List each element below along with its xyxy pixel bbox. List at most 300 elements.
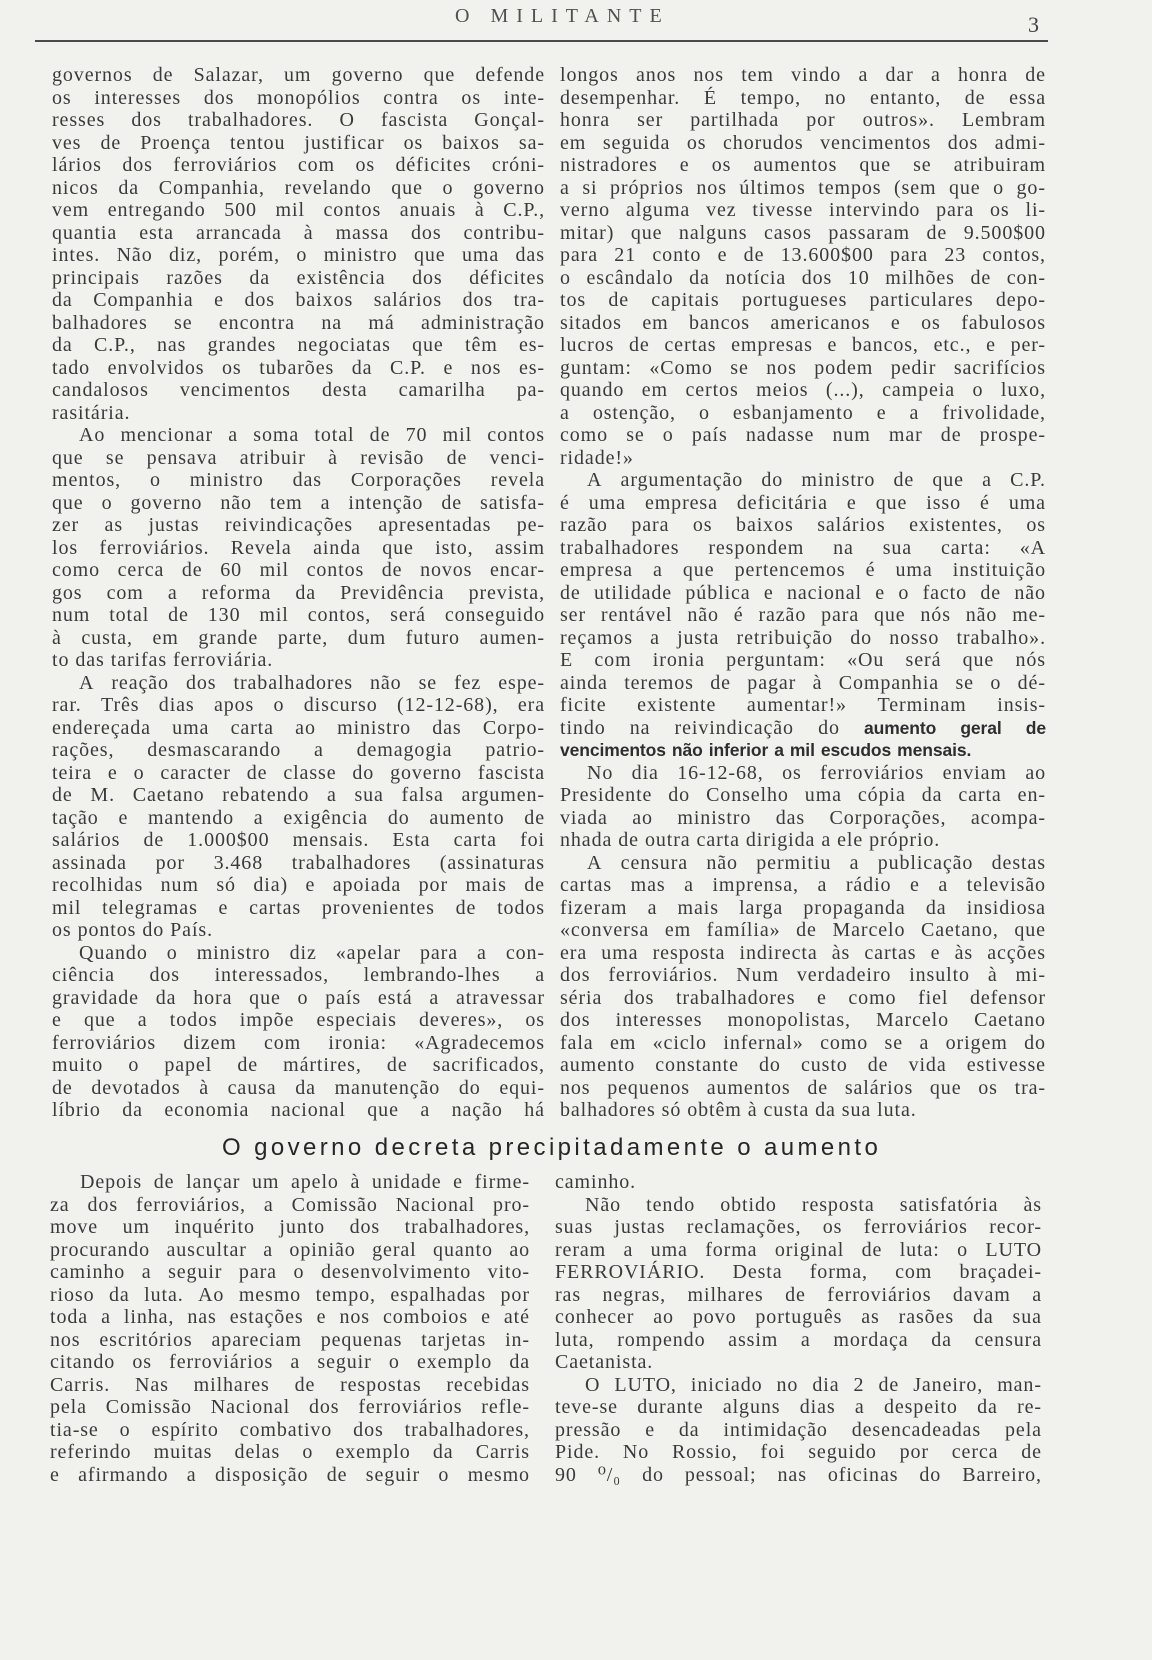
word: obtido — [720, 1193, 777, 1216]
word: 23 — [944, 244, 967, 266]
word: justas — [614, 1216, 666, 1238]
word: Barreiro, — [962, 1463, 1042, 1486]
text-line — [560, 964, 1046, 987]
word: as — [104, 514, 124, 536]
word: nacional — [786, 581, 862, 604]
word: com — [895, 1261, 933, 1283]
word: ministro — [323, 244, 398, 266]
text-line — [52, 987, 545, 1010]
text-line — [560, 694, 1046, 717]
word: do — [668, 784, 691, 806]
word: de — [181, 559, 203, 581]
word: ministro — [189, 469, 264, 491]
masthead-title: O MILITANTE — [455, 5, 670, 27]
word: balhadores — [52, 311, 148, 334]
word: dos — [203, 86, 235, 109]
word: dé- — [1017, 671, 1046, 694]
word: escritórios — [99, 1328, 193, 1351]
word: firme- — [474, 1171, 530, 1193]
word: casos — [763, 221, 812, 244]
word: pa- — [516, 379, 545, 401]
word: ferroviários — [52, 1031, 157, 1054]
word: num — [832, 424, 871, 446]
word: de — [807, 1076, 829, 1099]
word: carta — [230, 716, 274, 739]
word: fez — [454, 671, 482, 694]
word: os — [222, 356, 242, 379]
text-line — [52, 199, 545, 222]
word: pequenos — [607, 1076, 690, 1099]
word: origem — [945, 1031, 1008, 1054]
text-line — [52, 312, 545, 335]
word: ferroviários — [173, 154, 278, 176]
word: patrio- — [485, 739, 545, 761]
word: da — [921, 784, 943, 806]
word: de — [326, 1463, 348, 1486]
word: ao — [295, 716, 316, 739]
word: Terminam — [877, 694, 967, 716]
word: outros». — [862, 109, 935, 131]
word: existência — [296, 266, 386, 289]
word: a — [930, 64, 941, 86]
word: bancos, — [852, 334, 919, 356]
paragraph — [560, 852, 1046, 1122]
word: caracter — [160, 761, 231, 784]
text-line — [560, 87, 1046, 110]
text-line — [560, 942, 1046, 965]
text-line — [555, 1464, 1042, 1487]
word: salários — [844, 1076, 914, 1099]
word: negociatas — [297, 334, 391, 356]
word: vencimentos — [820, 131, 932, 154]
column-upper-left — [52, 64, 545, 1122]
word: e — [107, 761, 118, 784]
word: não — [965, 604, 998, 626]
word: Caetano — [132, 784, 205, 806]
word: seguida — [602, 131, 671, 154]
text-line — [52, 1077, 545, 1100]
word: mantendo — [147, 806, 235, 829]
word: C.P., — [93, 334, 136, 356]
text-line — [52, 222, 545, 245]
word: vito- — [487, 1261, 530, 1283]
word: de — [524, 874, 545, 896]
word: li- — [1025, 199, 1046, 221]
word: a — [1032, 1283, 1042, 1306]
word: argumen- — [461, 784, 545, 806]
word: pertencemos — [734, 559, 846, 581]
word: ainda — [560, 671, 608, 694]
word: ferroviários. — [608, 964, 719, 986]
word: a — [909, 401, 920, 424]
word: constante — [655, 1054, 739, 1076]
word: por — [155, 851, 185, 874]
word: grande — [198, 626, 259, 649]
word: ferroviários. — [99, 536, 210, 559]
word: recolhidas — [52, 874, 144, 896]
word: dos — [244, 289, 275, 311]
word: dos — [353, 1418, 384, 1441]
word: utilidade — [594, 581, 673, 604]
word: tra- — [513, 289, 545, 311]
word: por — [500, 1283, 530, 1306]
word: porém, — [218, 244, 280, 266]
text-line — [560, 514, 1046, 537]
word: gravidade — [52, 986, 139, 1009]
word: nos — [50, 1328, 81, 1351]
word: 3.468 — [213, 851, 264, 874]
word: dos — [87, 1193, 118, 1216]
word: para — [821, 604, 860, 626]
word: o — [128, 1054, 140, 1076]
word: mil — [442, 424, 473, 446]
word: refle- — [481, 1396, 530, 1418]
word: especiais — [316, 1009, 397, 1031]
word: notícia — [725, 266, 787, 289]
word: do — [818, 716, 840, 739]
word: a — [186, 1463, 197, 1486]
word: luta. — [877, 1099, 917, 1121]
text-line — [560, 1009, 1046, 1032]
word: 1.000$00 — [187, 829, 270, 851]
word: apos — [213, 694, 255, 716]
word: apoiada — [332, 874, 402, 896]
word: à — [812, 671, 823, 694]
word: rioso — [50, 1283, 95, 1306]
word: de — [294, 1373, 316, 1396]
word: auscultar — [166, 1238, 247, 1261]
word: é — [733, 604, 744, 626]
paragraph — [560, 469, 1046, 762]
word: Pide. — [555, 1441, 601, 1463]
word: rádio — [845, 874, 892, 896]
word: viada — [560, 806, 608, 829]
word: e — [930, 941, 941, 964]
word: que — [423, 64, 456, 86]
word: conto — [652, 244, 702, 266]
text-line — [52, 244, 545, 267]
word: O — [339, 109, 355, 131]
word: respondem — [708, 536, 805, 559]
word: longos — [560, 64, 619, 86]
word: mesmo — [238, 1283, 302, 1306]
word: apresentadas — [378, 514, 492, 536]
word: comboios — [383, 1306, 469, 1328]
word: meios — [756, 379, 809, 401]
word: ras — [555, 1283, 582, 1306]
word: cartas — [560, 874, 613, 896]
paragraph — [52, 64, 545, 424]
word: negras, — [602, 1283, 667, 1306]
text-line — [52, 514, 545, 537]
word: A — [587, 851, 603, 874]
text-line — [50, 1374, 530, 1397]
word: tado — [52, 356, 91, 379]
word: ciência — [52, 964, 115, 986]
word: hora — [193, 986, 233, 1009]
word: ironia — [652, 649, 705, 671]
word: provenientes — [321, 896, 435, 919]
word: Não — [585, 1193, 622, 1216]
word: razão — [758, 604, 807, 626]
word: a — [141, 1261, 152, 1283]
word: em — [152, 626, 179, 649]
text-line — [52, 1009, 545, 1032]
word: endereçada — [52, 716, 151, 739]
word: passaram — [828, 221, 910, 244]
word: últimos — [739, 176, 806, 199]
word: há — [524, 1099, 545, 1121]
column-upper-right — [560, 64, 1046, 1122]
text-line — [560, 1054, 1046, 1077]
word: em — [610, 1031, 637, 1054]
word: vez — [706, 199, 737, 221]
word: disposição — [214, 1463, 309, 1486]
word: toda — [50, 1306, 89, 1328]
text-line — [50, 1464, 530, 1487]
word: 13.600$00 — [780, 244, 874, 266]
word: assim — [494, 536, 545, 559]
word: nistradores — [560, 154, 658, 176]
word: do — [642, 1463, 664, 1486]
word: administração — [421, 311, 545, 334]
word: contos — [487, 424, 545, 446]
word: ao — [632, 806, 653, 829]
word: da — [432, 1441, 454, 1463]
word: televisão — [966, 874, 1046, 896]
word: se — [730, 356, 749, 379]
word: demagogia — [356, 739, 453, 761]
word: aumentos — [753, 154, 838, 176]
word: destas — [991, 851, 1046, 874]
word: a — [313, 739, 324, 761]
word: Previdência — [340, 581, 445, 604]
word: cerca — [117, 559, 165, 581]
word: que — [52, 491, 84, 514]
text-line — [52, 627, 545, 650]
word: a — [684, 874, 694, 896]
word: tendo — [646, 1193, 696, 1216]
word: se — [174, 311, 193, 334]
text-line — [560, 649, 1046, 672]
word: «Como — [649, 356, 713, 379]
word: os — [990, 199, 1010, 221]
word: num — [160, 874, 199, 896]
word: contos, — [982, 244, 1046, 266]
word: rar. — [52, 694, 82, 716]
word: um — [284, 64, 312, 86]
word: rebatendo — [222, 784, 310, 806]
word: davam — [952, 1283, 1011, 1306]
word: massa — [335, 221, 389, 244]
word: com — [297, 154, 335, 176]
word: milhares — [193, 1373, 270, 1396]
word: no — [776, 1373, 799, 1396]
word: camarilha — [398, 379, 486, 401]
word: de — [237, 1054, 258, 1076]
word: e — [52, 1009, 62, 1031]
word: e — [214, 289, 224, 311]
word: espe- — [498, 671, 545, 694]
word: de — [441, 491, 463, 514]
word: defende — [475, 64, 545, 86]
word: Corporações — [350, 469, 462, 491]
word: salários — [817, 514, 886, 536]
text-line — [560, 222, 1046, 245]
text-line — [52, 874, 545, 897]
word: monopolistas, — [727, 1009, 851, 1031]
word: si — [582, 176, 598, 199]
word: a — [774, 740, 784, 760]
word: diz — [289, 941, 317, 964]
text-line — [52, 447, 545, 470]
word: e — [118, 806, 129, 829]
word: dos — [309, 1396, 340, 1418]
word: facto — [922, 581, 968, 604]
word: milhões — [885, 266, 955, 289]
text-line — [560, 807, 1046, 830]
text-line — [555, 1284, 1042, 1307]
word: nós — [920, 604, 951, 626]
word: trabalhadores, — [404, 1418, 530, 1441]
word: o — [438, 1463, 450, 1486]
word: mi- — [1015, 964, 1046, 986]
word: os — [355, 154, 376, 176]
text-line — [555, 1171, 1042, 1194]
word: aumentos — [706, 1076, 791, 1099]
word: que — [682, 559, 715, 581]
word: campeia — [882, 379, 956, 401]
word: o — [101, 491, 113, 514]
text-line — [52, 964, 545, 987]
word: do — [1024, 1031, 1046, 1054]
word: tação — [52, 806, 99, 829]
word: pedir — [890, 356, 937, 379]
word: honra — [560, 109, 611, 131]
word: 2 — [853, 1373, 865, 1396]
word: 9.500$00 — [963, 221, 1046, 244]
word: assinada — [52, 851, 127, 874]
word: de — [52, 1076, 73, 1099]
word: à — [987, 964, 998, 986]
text-line — [555, 1419, 1042, 1442]
text-line — [560, 874, 1046, 897]
word: forma, — [809, 1261, 868, 1283]
word: português — [755, 1306, 843, 1328]
text-line — [50, 1216, 530, 1239]
text-line — [52, 829, 545, 852]
word: trabalhadores — [560, 536, 680, 559]
word: ser — [637, 109, 664, 131]
word: o — [972, 379, 984, 401]
word: às — [1023, 1193, 1042, 1216]
word: insidiosa — [966, 896, 1046, 919]
text-line — [52, 492, 545, 515]
word: quando — [560, 379, 625, 401]
text-line — [560, 424, 1046, 447]
word: a — [623, 1238, 634, 1261]
word: esta — [139, 221, 174, 244]
word: braçadei- — [959, 1261, 1042, 1283]
word: ridade!» — [560, 446, 634, 469]
word: de — [381, 559, 403, 581]
word: a — [560, 176, 570, 199]
word: re- — [1017, 1396, 1042, 1418]
text-line — [560, 132, 1046, 155]
word: Janeiro, — [913, 1373, 984, 1396]
word: Depois — [80, 1171, 143, 1193]
word: envolvidos — [107, 356, 205, 379]
word: delas — [234, 1441, 281, 1463]
word: cerca — [951, 1441, 999, 1463]
word: LUTO, — [614, 1373, 677, 1396]
word: nos — [339, 1306, 370, 1328]
word: Esta — [392, 829, 431, 851]
word: larga — [739, 896, 784, 919]
word: seguir — [168, 1261, 223, 1283]
word: mensais. — [897, 740, 972, 760]
word: ministro — [801, 469, 876, 491]
word: teve-se — [555, 1396, 618, 1418]
word: insis- — [997, 694, 1046, 716]
word: o — [119, 1418, 131, 1441]
word: discurso — [303, 694, 378, 716]
word: rompendo — [617, 1328, 706, 1351]
word: pagar — [747, 671, 797, 694]
word: 130 — [207, 604, 241, 626]
text-line — [560, 109, 1046, 132]
word: será — [905, 649, 942, 671]
word: caminho. — [555, 1171, 637, 1193]
word: Corpo- — [482, 716, 545, 739]
word: balhadores — [560, 1099, 656, 1121]
text-line — [52, 604, 545, 627]
word: a — [535, 964, 545, 986]
word: e — [910, 874, 920, 896]
word: pro- — [493, 1193, 530, 1216]
word: manutenção — [334, 1076, 441, 1099]
word: inquérito — [174, 1216, 255, 1238]
word: de — [524, 806, 545, 829]
word: dia — [631, 761, 659, 784]
word: intervindo — [829, 199, 921, 221]
word: razões — [166, 266, 223, 289]
word: tentou — [229, 131, 286, 154]
word: esbanjamento — [732, 401, 854, 424]
word: com — [106, 581, 144, 604]
word: justa — [677, 626, 720, 649]
word: en- — [1017, 784, 1046, 806]
word: nas — [777, 1463, 807, 1486]
word: intes. — [52, 244, 101, 266]
word: para — [890, 244, 929, 266]
word: num — [52, 604, 91, 626]
word: ministro — [677, 806, 752, 829]
word: Companhia — [838, 671, 940, 694]
text-line — [52, 942, 545, 965]
word: do — [919, 1463, 942, 1486]
word: ser — [560, 604, 587, 626]
word: rentável — [600, 604, 673, 626]
word: de — [369, 424, 391, 446]
word: está — [377, 986, 413, 1009]
word: e — [316, 1306, 327, 1328]
word: nas — [187, 1306, 217, 1328]
word: per- — [1010, 334, 1046, 356]
word: o — [166, 941, 178, 964]
word: capitais — [651, 289, 720, 311]
word: sua — [841, 1099, 872, 1121]
